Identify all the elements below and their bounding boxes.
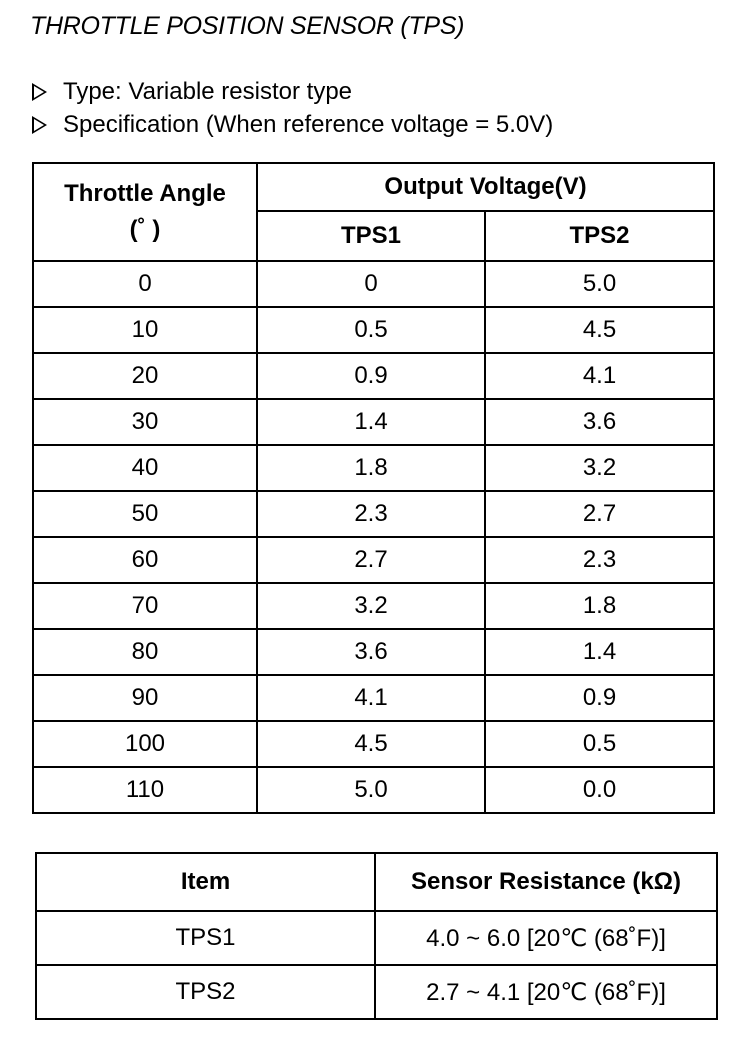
tps2-voltage-cell: 4.1 bbox=[485, 353, 714, 399]
tps2-voltage-cell: 3.2 bbox=[485, 445, 714, 491]
specification-text: Specification (When reference voltage = 5.0V) bbox=[63, 111, 554, 138]
tps2-voltage-cell: 0.0 bbox=[485, 767, 714, 813]
throttle-angle-cell: 80 bbox=[33, 629, 257, 675]
throttle-angle-cell: 70 bbox=[33, 583, 257, 629]
tps1-voltage-cell: 1.4 bbox=[257, 399, 485, 445]
table-row bbox=[33, 399, 714, 445]
table-row bbox=[33, 445, 714, 491]
table-row bbox=[33, 261, 714, 307]
item-column-header: Item bbox=[36, 853, 375, 911]
tps2-column-header: TPS2 bbox=[485, 211, 714, 261]
tps2-voltage-cell: 0.5 bbox=[485, 721, 714, 767]
item-cell: TPS2 bbox=[36, 965, 375, 1019]
tps2-voltage-cell: 0.9 bbox=[485, 675, 714, 721]
tps1-voltage-cell: 1.8 bbox=[257, 445, 485, 491]
sensor-resistance-rows bbox=[36, 911, 717, 1019]
tps1-voltage-cell: 0 bbox=[257, 261, 485, 307]
tps2-voltage-cell: 4.5 bbox=[485, 307, 714, 353]
page-title: THROTTLE POSITION SENSOR (TPS) bbox=[30, 12, 465, 40]
tps1-voltage-cell: 3.6 bbox=[257, 629, 485, 675]
tps1-voltage-cell: 5.0 bbox=[257, 767, 485, 813]
throttle-angle-cell: 60 bbox=[33, 537, 257, 583]
table-row bbox=[33, 767, 714, 813]
tps1-voltage-cell: 2.7 bbox=[257, 537, 485, 583]
table-row bbox=[33, 629, 714, 675]
type-text: Type: Variable resistor type bbox=[63, 78, 353, 105]
throttle-angle-unit: (˚ ) bbox=[129, 216, 161, 243]
tps2-voltage-cell: 5.0 bbox=[485, 261, 714, 307]
triangle-right-icon bbox=[32, 83, 47, 101]
table-row bbox=[33, 675, 714, 721]
resistance-column-header: Sensor Resistance (kΩ) bbox=[375, 853, 717, 911]
table-row bbox=[33, 491, 714, 537]
tps1-voltage-cell: 3.2 bbox=[257, 583, 485, 629]
tps2-voltage-cell: 1.8 bbox=[485, 583, 714, 629]
resistance-value-cell: 4.0 ~ 6.0 [20℃ (68˚F)] bbox=[375, 911, 717, 965]
tps2-voltage-cell: 1.4 bbox=[485, 629, 714, 675]
tps1-voltage-cell: 0.9 bbox=[257, 353, 485, 399]
throttle-angle-cell: 100 bbox=[33, 721, 257, 767]
output-voltage-header: Output Voltage(V) bbox=[257, 163, 714, 211]
throttle-angle-cell: 110 bbox=[33, 767, 257, 813]
tps1-column-header: TPS1 bbox=[257, 211, 485, 261]
throttle-angle-header bbox=[33, 163, 257, 261]
tps2-voltage-cell: 2.3 bbox=[485, 537, 714, 583]
tps1-voltage-cell: 0.5 bbox=[257, 307, 485, 353]
table-row bbox=[33, 307, 714, 353]
table-row bbox=[33, 721, 714, 767]
specification-bullet bbox=[32, 111, 553, 139]
type-bullet bbox=[32, 78, 352, 106]
tps1-voltage-cell: 4.5 bbox=[257, 721, 485, 767]
tps2-voltage-cell: 3.6 bbox=[485, 399, 714, 445]
throttle-angle-cell: 0 bbox=[33, 261, 257, 307]
throttle-angle-cell: 10 bbox=[33, 307, 257, 353]
table-row bbox=[33, 353, 714, 399]
triangle-right-icon bbox=[32, 116, 47, 134]
table-row bbox=[36, 965, 717, 1019]
item-cell: TPS1 bbox=[36, 911, 375, 965]
output-voltage-table bbox=[32, 162, 715, 814]
throttle-angle-cell: 40 bbox=[33, 445, 257, 491]
table-row bbox=[36, 911, 717, 965]
table-row bbox=[33, 537, 714, 583]
sensor-resistance-table bbox=[35, 852, 718, 1020]
throttle-angle-label: Throttle Angle bbox=[64, 180, 226, 207]
table-row bbox=[33, 583, 714, 629]
tps2-voltage-cell: 2.7 bbox=[485, 491, 714, 537]
throttle-angle-cell: 30 bbox=[33, 399, 257, 445]
throttle-angle-cell: 20 bbox=[33, 353, 257, 399]
throttle-angle-cell: 50 bbox=[33, 491, 257, 537]
tps1-voltage-cell: 2.3 bbox=[257, 491, 485, 537]
throttle-angle-cell: 90 bbox=[33, 675, 257, 721]
tps1-voltage-cell: 4.1 bbox=[257, 675, 485, 721]
output-voltage-rows bbox=[33, 261, 714, 813]
resistance-value-cell: 2.7 ~ 4.1 [20℃ (68˚F)] bbox=[375, 965, 717, 1019]
